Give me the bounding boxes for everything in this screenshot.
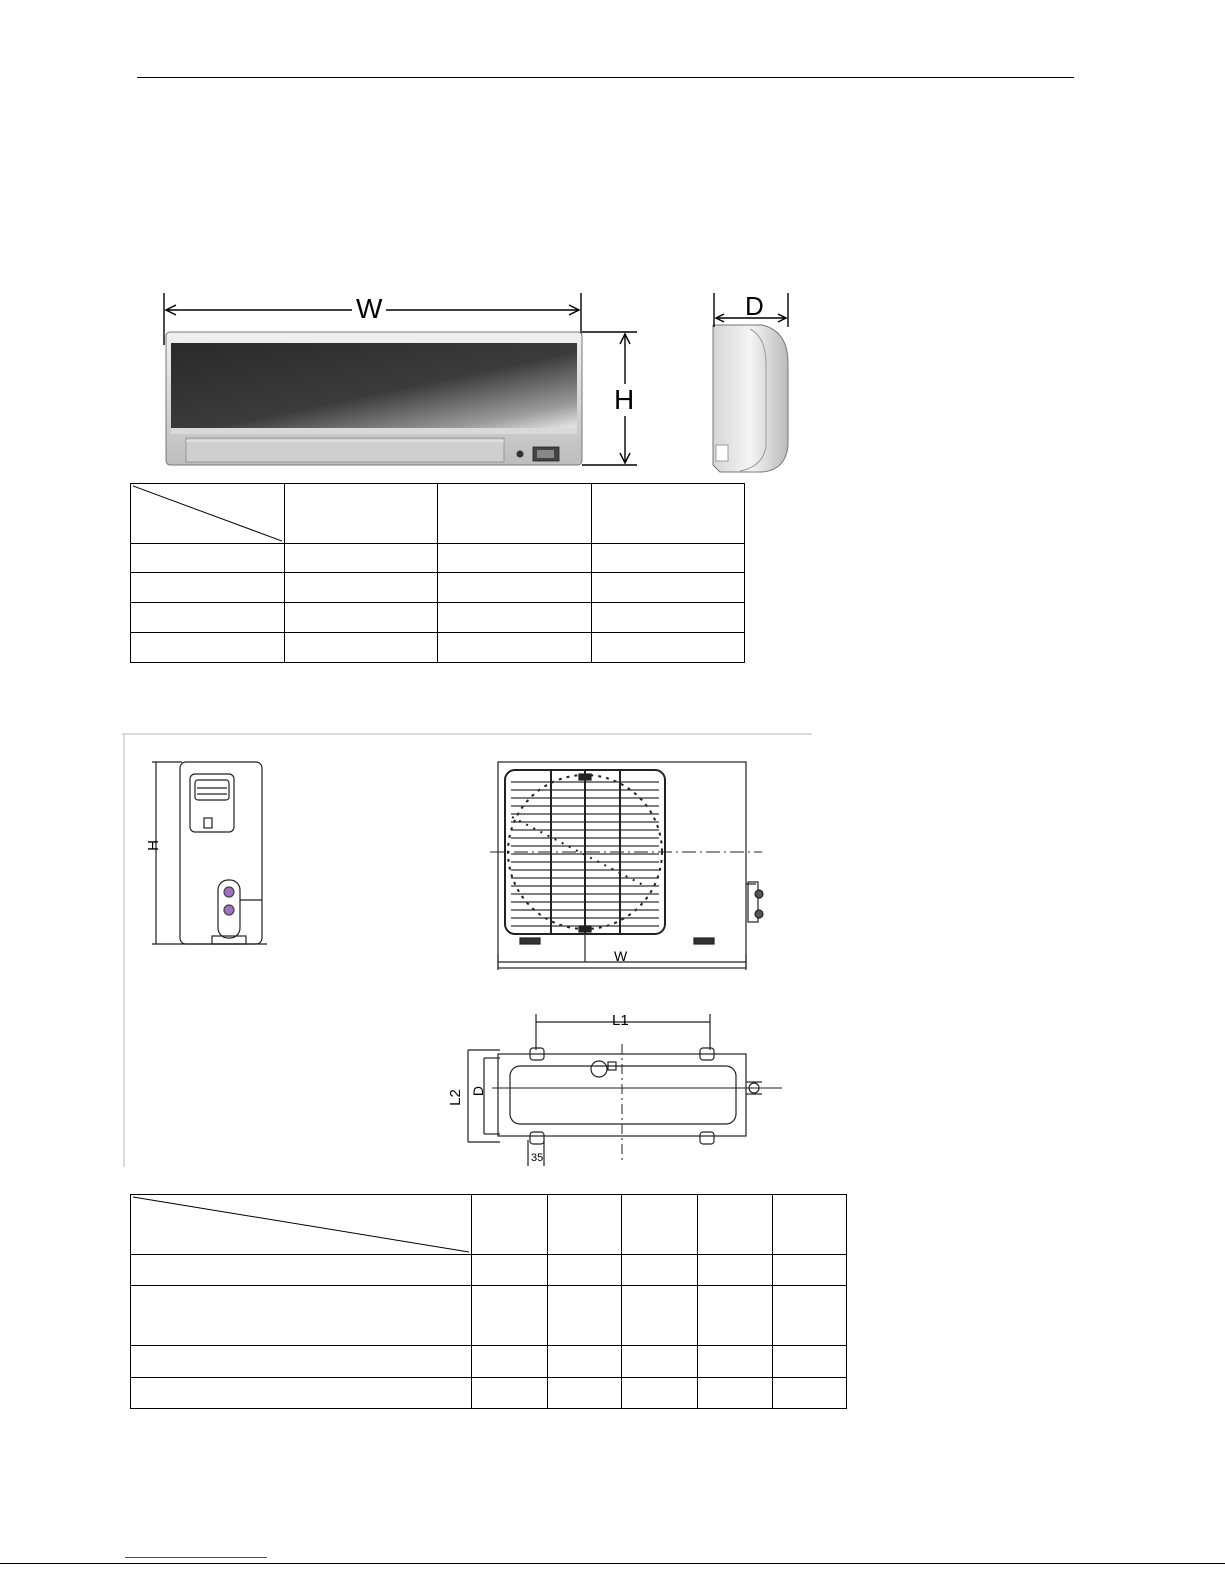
table-cell — [622, 1286, 698, 1346]
table-header-row — [131, 1195, 847, 1255]
table-cell — [131, 1286, 472, 1346]
table-row — [131, 633, 745, 663]
table-cell — [592, 633, 745, 663]
table-cell — [438, 573, 592, 603]
table-cell — [622, 1195, 698, 1255]
table-cell — [131, 633, 285, 663]
table-cell — [472, 1255, 548, 1286]
table-cell — [622, 1255, 698, 1286]
table-cell — [438, 544, 592, 573]
table-cell — [773, 1255, 847, 1286]
depth-label: D — [745, 291, 764, 321]
table-cell — [438, 603, 592, 633]
height-label: H — [614, 384, 635, 415]
table-cell — [622, 1378, 698, 1409]
table-cell — [438, 633, 592, 663]
outdoor-width-label: W — [614, 948, 628, 964]
table-cell — [131, 1346, 472, 1378]
table-cell — [698, 1255, 773, 1286]
table-cell — [285, 633, 438, 663]
table-cell — [592, 544, 745, 573]
table-cell — [548, 1346, 622, 1378]
table-row — [131, 1255, 847, 1286]
table-cell — [438, 484, 592, 544]
indoor-unit-side — [713, 325, 788, 472]
table-row — [131, 1286, 847, 1346]
table-cell — [548, 1286, 622, 1346]
table-cell — [592, 484, 745, 544]
table-cell — [131, 1255, 472, 1286]
diagonal-corner-cell — [131, 484, 285, 544]
table-cell — [285, 484, 438, 544]
table-cell — [698, 1346, 773, 1378]
indoor-dimension-table — [130, 483, 745, 663]
outdoor-l1-label: L1 — [612, 1012, 629, 1029]
table-cell — [592, 603, 745, 633]
table-row — [131, 544, 745, 573]
table-cell — [472, 1195, 548, 1255]
indoor-unit-front — [166, 332, 582, 465]
table-cell — [131, 544, 285, 573]
width-label: W — [352, 295, 386, 323]
footer-link-underline[interactable] — [125, 1557, 267, 1558]
table-cell — [622, 1346, 698, 1378]
table-cell — [698, 1286, 773, 1346]
table-cell — [548, 1195, 622, 1255]
table-cell — [131, 603, 285, 633]
outdoor-height-label: H — [144, 840, 162, 851]
table-cell — [131, 1378, 472, 1409]
table-row — [131, 573, 745, 603]
outdoor-unit-front-view — [490, 762, 763, 970]
outdoor-unit-drawing — [122, 732, 822, 1172]
diagonal-corner-cell — [131, 1195, 472, 1255]
table-row — [131, 603, 745, 633]
table-cell — [472, 1378, 548, 1409]
table-cell — [548, 1255, 622, 1286]
table-cell — [285, 603, 438, 633]
footer-rule — [0, 1563, 1225, 1564]
table-cell — [698, 1195, 773, 1255]
table-cell — [548, 1378, 622, 1409]
outdoor-dimension-table — [130, 1194, 847, 1409]
table-cell — [773, 1346, 847, 1378]
table-cell — [285, 573, 438, 603]
table-cell — [773, 1195, 847, 1255]
table-cell — [592, 573, 745, 603]
table-row — [131, 1346, 847, 1378]
table-cell — [472, 1286, 548, 1346]
header-rule — [137, 77, 1074, 78]
table-header-row — [131, 484, 745, 544]
table-row — [131, 1378, 847, 1409]
outdoor-l2-label: L2 — [446, 1089, 464, 1106]
table-cell — [773, 1378, 847, 1409]
table-cell — [773, 1286, 847, 1346]
table-cell — [698, 1378, 773, 1409]
outdoor-depth-label: D — [470, 1085, 487, 1097]
table-cell — [131, 573, 285, 603]
table-cell — [285, 544, 438, 573]
table-cell — [472, 1346, 548, 1378]
outdoor-unit-top-view — [468, 1014, 782, 1166]
outdoor-unit-side-view — [152, 762, 267, 944]
foot-offset-label: 35 — [531, 1152, 544, 1164]
indoor-unit-drawing — [150, 285, 810, 475]
